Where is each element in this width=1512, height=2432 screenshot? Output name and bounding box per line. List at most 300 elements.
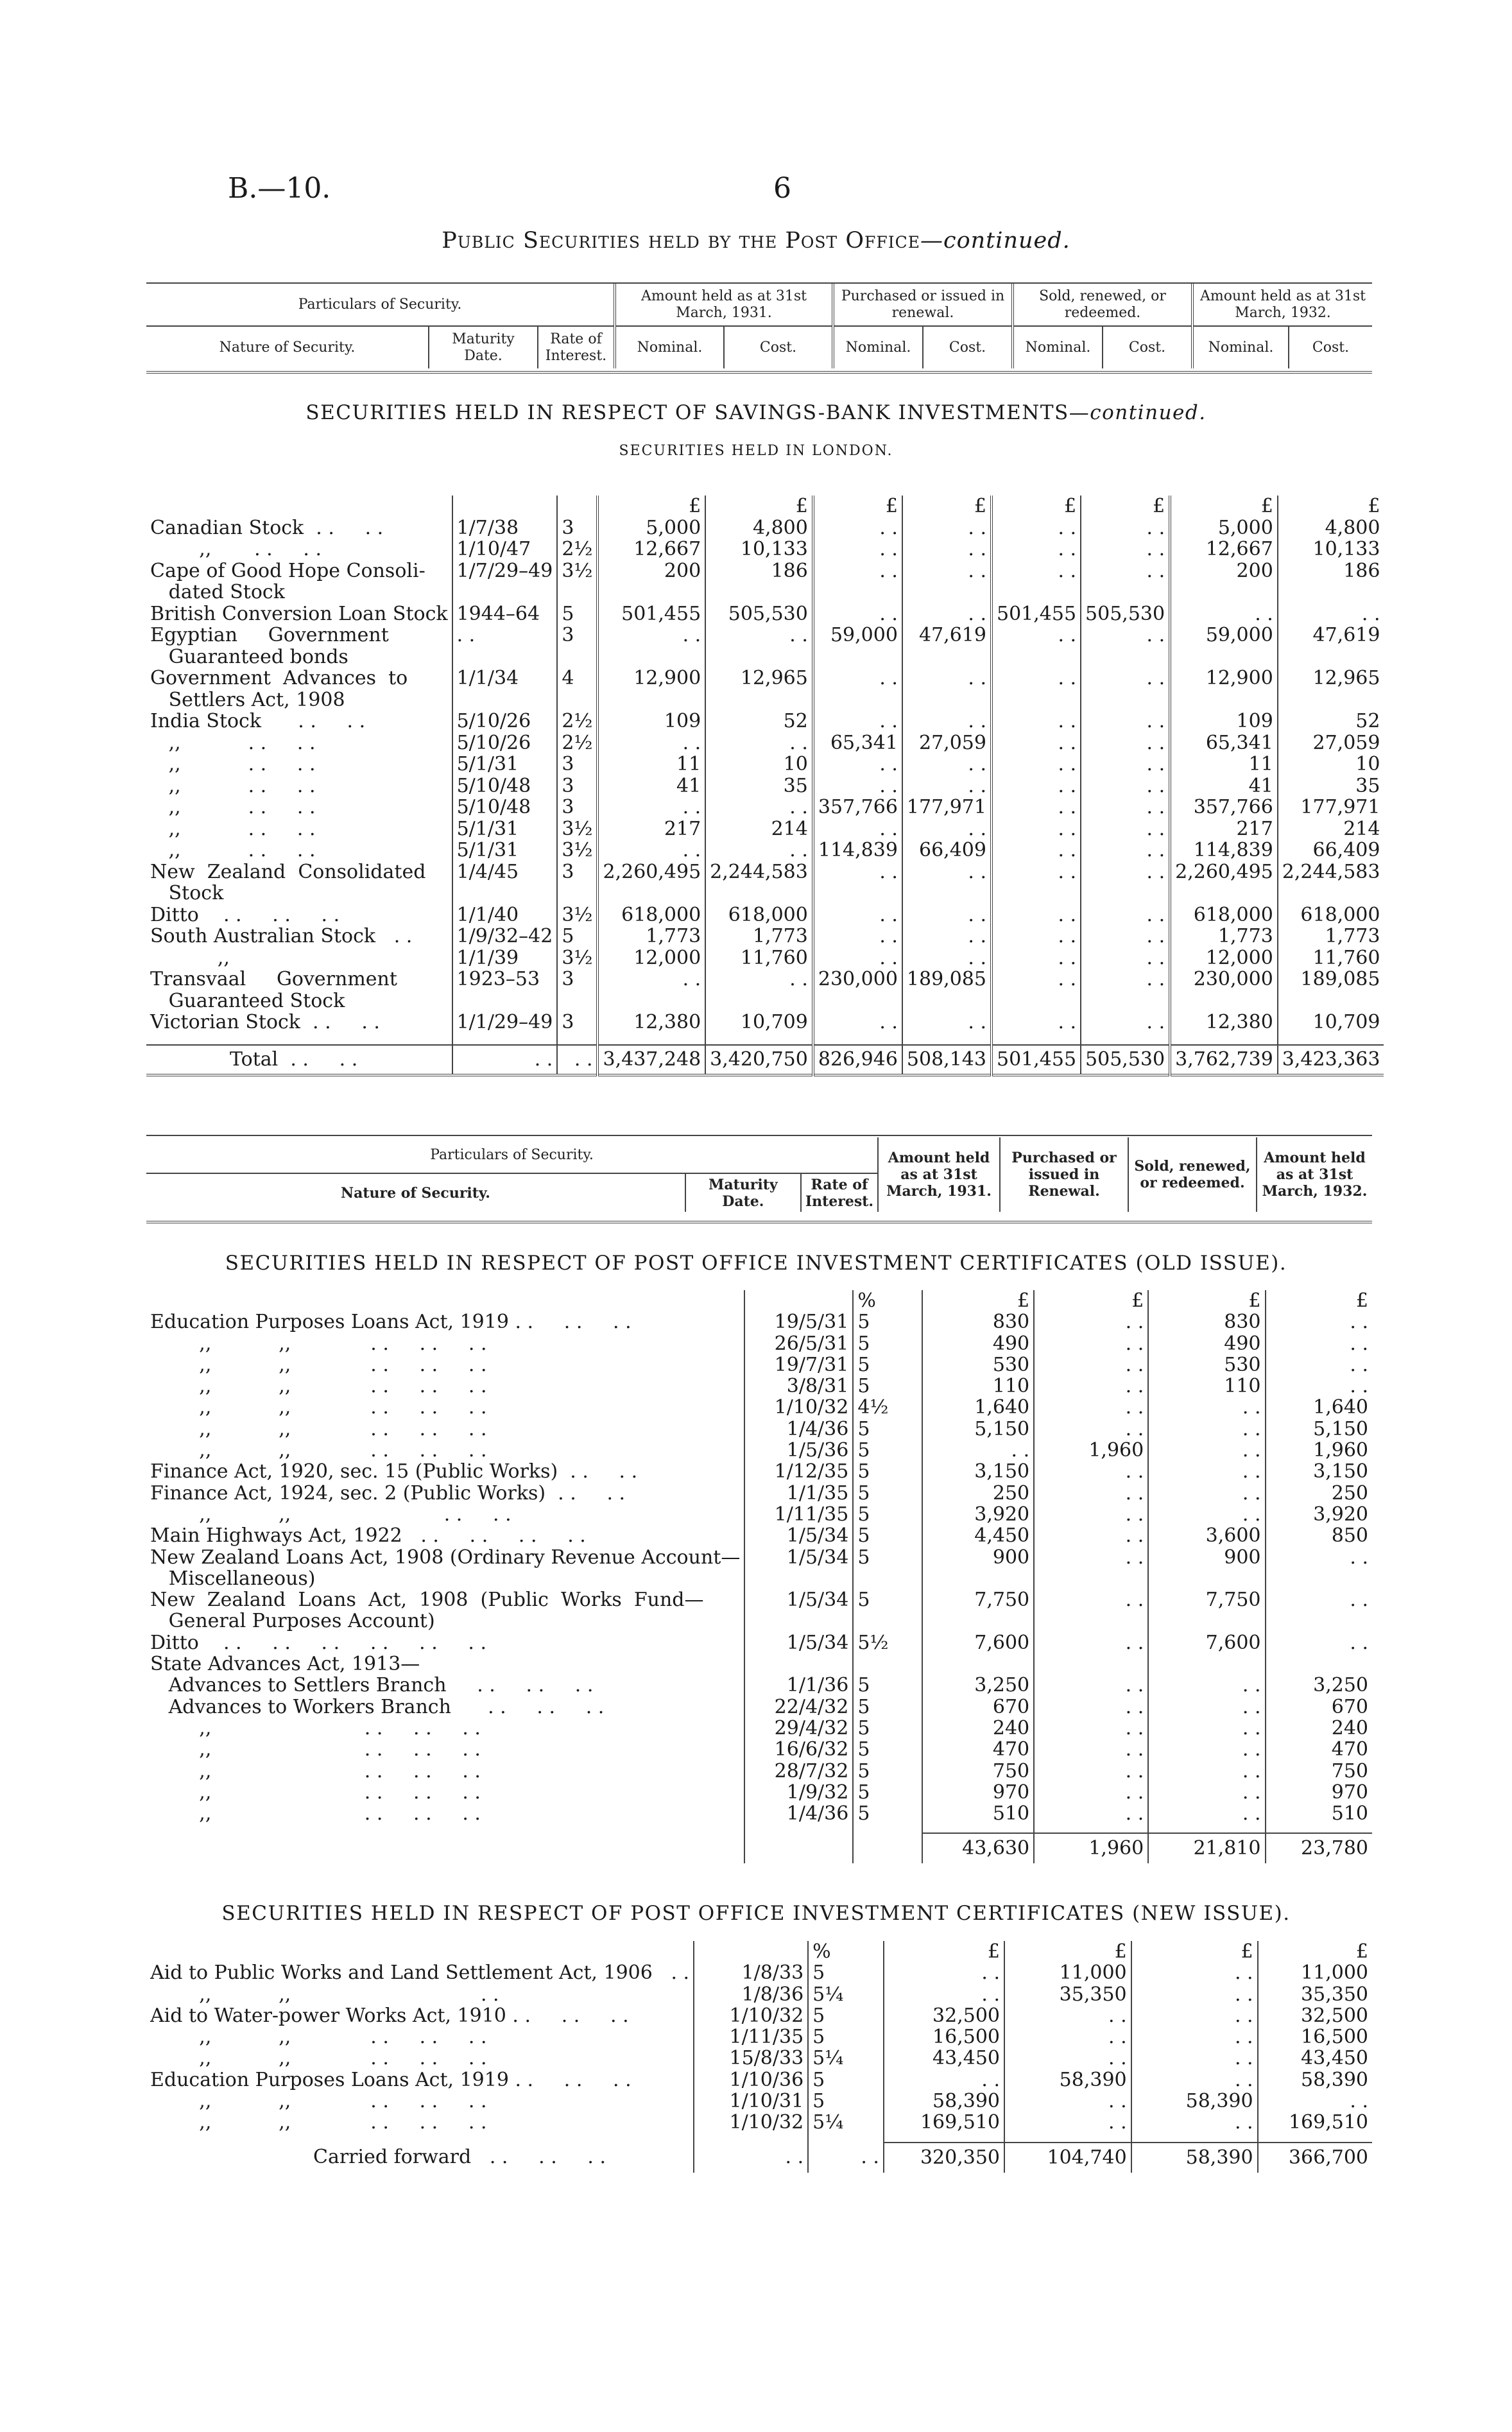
cell-nature: ,, ,, . . . . . . <box>150 1396 487 1419</box>
cell-h32: 1,960 <box>1266 1440 1372 1461</box>
spacer-cell <box>902 1033 992 1045</box>
cell-n31: . . <box>597 625 705 646</box>
cell-c31: 618,000 <box>705 904 813 926</box>
cell-pn: . . <box>813 904 902 926</box>
cell-c31: 505,530 <box>705 603 813 625</box>
cell-h31: . . <box>884 1984 1004 2005</box>
cell-rate: 3 <box>557 517 597 539</box>
savings-bank-section-title-suffix: —continued. <box>1069 401 1207 424</box>
cell-c32: 186 <box>1278 560 1384 582</box>
cell-h32: 58,390 <box>1258 2069 1372 2091</box>
cell-c32: 10,709 <box>1278 1012 1384 1033</box>
table2-nature-header: Nature of Security. <box>146 1173 685 1212</box>
cell-sn <box>992 582 1081 603</box>
cell-h32: 43,450 <box>1258 2048 1372 2069</box>
cell-rate: 5 <box>808 2026 884 2048</box>
unit-cell: £ <box>1004 1941 1131 1962</box>
cell-h32: 670 <box>1266 1696 1372 1718</box>
total-maturity: . . <box>452 1045 558 1075</box>
cell-sn: . . <box>992 861 1081 883</box>
unit-cell: % <box>808 1941 884 1962</box>
cell-nature: ,, . . . . . . <box>150 1802 481 1825</box>
cell-n31: . . <box>597 797 705 818</box>
cell-c31: 11,760 <box>705 947 813 969</box>
cell-sold <box>1148 1653 1265 1675</box>
table-row <box>146 539 1384 560</box>
cell-maturity: 1/9/32 <box>744 1782 853 1803</box>
table-row <box>146 861 1384 883</box>
cell-h32: 3,150 <box>1266 1461 1372 1482</box>
cell-n31: 200 <box>597 560 705 582</box>
cell-maturity: 1/7/29–49 <box>452 560 558 582</box>
table-row <box>146 840 1384 861</box>
spacer-cell <box>597 1033 705 1045</box>
cell-sn: 501,455 <box>992 603 1081 625</box>
cell-c32 <box>1278 883 1384 904</box>
cell-maturity: 1/5/36 <box>744 1440 853 1461</box>
cell-nature: Settlers Act, 1908 <box>150 688 345 711</box>
cell-pur: . . <box>1034 1739 1148 1760</box>
spacer-cell <box>922 1824 1034 1833</box>
cell-maturity: 1923–53 <box>452 969 558 990</box>
spacer-cell <box>1170 1033 1278 1045</box>
cell-nature: ,, . . . . <box>150 753 316 775</box>
cell-pc: . . <box>902 517 992 539</box>
cell-sc: 505,530 <box>1081 603 1170 625</box>
cell-pc: . . <box>902 603 992 625</box>
cell-pur: . . <box>1034 1589 1148 1610</box>
cell-sold: 3,600 <box>1148 1525 1265 1546</box>
cell-maturity: 1/5/34 <box>744 1525 853 1546</box>
cell-sc: . . <box>1081 732 1170 754</box>
table-row <box>146 818 1384 840</box>
cell-maturity: 1/8/33 <box>694 1962 808 1983</box>
cell-nature: Aid to Public Works and Land Settlement Act, 1906 . . <box>150 1962 690 1985</box>
total-pur: 1,960 <box>1034 1833 1148 1863</box>
total-rate: . . <box>808 2143 884 2173</box>
cell-nature: ,, . . . . . . <box>150 1738 481 1761</box>
cell-h31: 830 <box>922 1311 1034 1332</box>
cell-rate: 5 <box>557 603 597 625</box>
cell-sn <box>992 689 1081 711</box>
table-row <box>146 1675 1372 1696</box>
currency-cell <box>146 496 452 517</box>
cell-nature: New Zealand Consolidated <box>150 860 426 883</box>
cell-c31 <box>705 883 813 904</box>
table-row <box>146 1739 1372 1760</box>
cell-h31: 5,150 <box>922 1419 1034 1440</box>
cell-h31: 3,250 <box>922 1675 1034 1696</box>
cell-nature: New Zealand Loans Act, 1908 (Public Works Fund— <box>150 1589 704 1612</box>
cell-maturity: 1/1/34 <box>452 668 558 689</box>
cell-nature: dated Stock <box>150 581 285 603</box>
cell-pc: 47,619 <box>902 625 992 646</box>
cell-h31: 58,390 <box>884 2091 1004 2112</box>
cell-maturity: 1/10/32 <box>694 2112 808 2133</box>
total-label: Total . . . . <box>230 1048 358 1071</box>
currency-row <box>146 496 1384 517</box>
cell-nature: New Zealand Loans Act, 1908 (Ordinary Revenue Account— <box>150 1546 741 1569</box>
cell-sold: . . <box>1148 1461 1265 1482</box>
cell-pn <box>813 689 902 711</box>
cell-maturity: 1/5/34 <box>744 1589 853 1610</box>
cell-rate: 3½ <box>557 904 597 926</box>
cell-nature: ,, ,, . . . . . . <box>150 2111 487 2134</box>
cell-c32 <box>1278 990 1384 1012</box>
cell-h31: 240 <box>922 1718 1034 1739</box>
cell-sc <box>1081 990 1170 1012</box>
cell-sc: . . <box>1081 1012 1170 1033</box>
spacer-cell <box>1034 1824 1148 1833</box>
total-row <box>146 1045 1384 1075</box>
cell-c31 <box>705 689 813 711</box>
unit-cell: % <box>853 1290 922 1311</box>
cell-maturity: 1/1/39 <box>452 947 558 969</box>
cell-pc: . . <box>902 775 992 797</box>
cell-sold: . . <box>1131 1962 1258 1983</box>
cell-rate: 3 <box>557 625 597 646</box>
cell-pur: 58,390 <box>1004 2069 1131 2091</box>
cell-n31: . . <box>597 969 705 990</box>
spacer-cell <box>1278 1033 1384 1045</box>
total-h32: 366,700 <box>1258 2143 1372 2173</box>
cell-sc: . . <box>1081 754 1170 775</box>
cell-sc: . . <box>1081 926 1170 947</box>
cell-sc: . . <box>1081 840 1170 861</box>
cell-nature: Guaranteed bonds <box>150 645 348 668</box>
cell-c32: 618,000 <box>1278 904 1384 926</box>
spacer-cell <box>808 2134 884 2143</box>
sold-header: Sold, renewed, or redeemed. <box>1013 284 1192 326</box>
cell-nature: India Stock . . . . <box>150 710 366 732</box>
spacer-cell <box>1258 2134 1372 2143</box>
cell-c32: 11,760 <box>1278 947 1384 969</box>
table-row <box>146 1483 1372 1504</box>
cell-n31 <box>597 582 705 603</box>
cell-c32 <box>1278 689 1384 711</box>
cell-rate: 5 <box>853 1803 922 1824</box>
cell-maturity: 1/10/31 <box>694 2091 808 2112</box>
cell-rate: 3 <box>557 861 597 883</box>
cell-h32: . . <box>1266 1547 1372 1568</box>
cell-nature: ,, . . . . <box>150 839 316 861</box>
cell-pc: 27,059 <box>902 732 992 754</box>
cell-c32: 2,244,583 <box>1278 861 1384 883</box>
cell-sn: . . <box>992 1012 1081 1033</box>
cell-pn: . . <box>813 754 902 775</box>
cell-maturity: 1/10/32 <box>744 1397 853 1418</box>
cell-sc: . . <box>1081 969 1170 990</box>
cell-n31: 11 <box>597 754 705 775</box>
nominal-purchased-header: Nominal. <box>833 326 923 368</box>
cell-c32: 10,133 <box>1278 539 1384 560</box>
cell-h31: 670 <box>922 1696 1034 1718</box>
cell-maturity: 1/5/34 <box>744 1547 853 1568</box>
cell-sold: . . <box>1131 2112 1258 2133</box>
total-pn: 826,946 <box>813 1045 902 1075</box>
table-row <box>146 1311 1372 1332</box>
cell-sc: . . <box>1081 818 1170 840</box>
cell-c31: 10,709 <box>705 1012 813 1033</box>
cell-nature: Guaranteed Stock <box>150 989 345 1012</box>
cell-nature: Education Purposes Loans Act, 1919 . . . . . . <box>150 1311 631 1334</box>
table-row <box>146 2005 1372 2026</box>
cell-c31: 214 <box>705 818 813 840</box>
unit-cell: £ <box>1258 1941 1372 1962</box>
savings-bank-section-title <box>0 401 1512 424</box>
table-row <box>146 1962 1372 1983</box>
cell-sc: . . <box>1081 668 1170 689</box>
cell-rate: 3 <box>557 754 597 775</box>
cell-sn <box>992 883 1081 904</box>
cell-rate: 5 <box>808 2091 884 2112</box>
held-1931-header: Amount held as at 31st March, 1931. <box>615 284 833 326</box>
cell-pn <box>813 582 902 603</box>
currency-cell: £ <box>992 496 1081 517</box>
cell-n32: 65,341 <box>1170 732 1278 754</box>
cell-h32: 970 <box>1266 1782 1372 1803</box>
cell-sc: . . <box>1081 904 1170 926</box>
cell-n31: 12,900 <box>597 668 705 689</box>
cell-c31: 4,800 <box>705 517 813 539</box>
cell-rate: 5 <box>853 1525 922 1546</box>
cell-rate: 5¼ <box>808 2048 884 2069</box>
total-n31: 3,437,248 <box>597 1045 705 1075</box>
table-row <box>146 1696 1372 1718</box>
cell-h31: 7,750 <box>922 1589 1034 1610</box>
cell-c32 <box>1278 582 1384 603</box>
cell-sn: . . <box>992 904 1081 926</box>
cell-pn: . . <box>813 861 902 883</box>
cell-c32: 27,059 <box>1278 732 1384 754</box>
cell-n31: 12,380 <box>597 1012 705 1033</box>
table2-held-1932-header: Amount held as at 31st March, 1932. <box>1257 1137 1372 1212</box>
table2-held-1931-header: Amount held as at 31st March, 1931. <box>878 1137 1000 1212</box>
table-row <box>146 990 1384 1012</box>
table-row <box>146 603 1384 625</box>
total-pc: 508,143 <box>902 1045 992 1075</box>
cell-sold <box>1148 1610 1265 1632</box>
cell-n31: 5,000 <box>597 517 705 539</box>
cell-pc: 177,971 <box>902 797 992 818</box>
cell-rate: 5 <box>808 2069 884 2091</box>
cell-pn: . . <box>813 517 902 539</box>
cell-c31: . . <box>705 840 813 861</box>
subtotal-row <box>146 1833 1372 1863</box>
cell-rate <box>557 689 597 711</box>
cell-maturity <box>452 582 558 603</box>
cell-nature: Cape of Good Hope Consoli- <box>150 559 425 582</box>
spacer-cell <box>1004 2134 1131 2143</box>
table-row <box>146 1568 1372 1589</box>
cell-nature: South Australian Stock . . <box>150 925 413 947</box>
cell-maturity: 1/4/36 <box>744 1803 853 1824</box>
cell-h31: 750 <box>922 1761 1034 1782</box>
cell-maturity: 1/1/40 <box>452 904 558 926</box>
cell-h32: 35,350 <box>1258 1984 1372 2005</box>
cell-n31: 618,000 <box>597 904 705 926</box>
cell-pn: . . <box>813 926 902 947</box>
table-row <box>146 1419 1372 1440</box>
cell-pn: . . <box>813 775 902 797</box>
cell-pn: 114,839 <box>813 840 902 861</box>
cell-n31: 1,773 <box>597 926 705 947</box>
cell-pur: . . <box>1034 1354 1148 1376</box>
cell-h31: 530 <box>922 1354 1034 1376</box>
spacer-cell <box>853 1824 922 1833</box>
cell-c32: 177,971 <box>1278 797 1384 818</box>
cell-c31: 12,965 <box>705 668 813 689</box>
table-row <box>146 668 1384 689</box>
cell-pur: . . <box>1034 1632 1148 1653</box>
table-row <box>146 2112 1372 2133</box>
cell-pn <box>813 990 902 1012</box>
cell-h31: 43,450 <box>884 2048 1004 2069</box>
cell-c32: 66,409 <box>1278 840 1384 861</box>
cell-pc: . . <box>902 861 992 883</box>
cell-nature: ,, . . . . <box>150 796 316 818</box>
cell-h32: 750 <box>1266 1761 1372 1782</box>
cell-n32: 217 <box>1170 818 1278 840</box>
cell-sn: . . <box>992 668 1081 689</box>
cell-pc: . . <box>902 904 992 926</box>
table-row <box>146 646 1384 668</box>
purchased-header: Purchased or issued in renewal. <box>833 284 1013 326</box>
cell-maturity: 5/10/48 <box>452 775 558 797</box>
table-row <box>146 1632 1372 1653</box>
spacer-row <box>146 2134 1372 2143</box>
cell-c32 <box>1278 646 1384 668</box>
cell-pc: 66,409 <box>902 840 992 861</box>
cell-rate <box>557 646 597 668</box>
cell-n31: . . <box>597 732 705 754</box>
cell-c32: 10 <box>1278 754 1384 775</box>
cell-nature: Stock <box>150 882 224 904</box>
cell-pur: . . <box>1034 1696 1148 1718</box>
table-row <box>146 1440 1372 1461</box>
cell-c31: 2,244,583 <box>705 861 813 883</box>
cell-rate: 5 <box>853 1376 922 1397</box>
cell-h32: 240 <box>1266 1718 1372 1739</box>
cell-h32 <box>1266 1610 1372 1632</box>
cell-h31: 3,150 <box>922 1461 1034 1482</box>
cell-h32: . . <box>1266 1311 1372 1332</box>
cell-nature: ,, ,, . . . . . . <box>150 1417 487 1440</box>
cell-h31 <box>922 1568 1034 1589</box>
unit-cell: £ <box>1266 1290 1372 1311</box>
table1-header <box>146 284 1372 368</box>
table-row <box>146 1547 1372 1568</box>
spacer-cell <box>452 1033 558 1045</box>
cell-sold: . . <box>1148 1483 1265 1504</box>
spacer-cell <box>1081 1033 1170 1045</box>
unit-row <box>146 1941 1372 1962</box>
cell-rate: 5 <box>853 1354 922 1376</box>
cell-c31 <box>705 990 813 1012</box>
cell-sn: . . <box>992 818 1081 840</box>
table2-header-bottom-rule <box>146 1221 1372 1223</box>
cell-nature: Education Purposes Loans Act, 1919 . . . . . . <box>150 2068 631 2091</box>
cell-sold: . . <box>1131 2048 1258 2069</box>
cell-n32: . . <box>1170 603 1278 625</box>
table-row <box>146 732 1384 754</box>
table-row <box>146 582 1384 603</box>
spacer-cell <box>1148 1824 1265 1833</box>
total-maturity <box>744 1833 853 1863</box>
cell-pur: . . <box>1034 1333 1148 1354</box>
cell-sold: . . <box>1131 1984 1258 2005</box>
cell-maturity: 5/1/31 <box>452 840 558 861</box>
currency-cell: £ <box>1278 496 1384 517</box>
spacer-cell <box>884 2134 1004 2143</box>
particulars-of-security-header: Particulars of Security. <box>298 296 462 313</box>
cell-rate: 5 <box>853 1504 922 1525</box>
cell-maturity: 26/5/31 <box>744 1333 853 1354</box>
unit-cell <box>694 1941 808 1962</box>
table-row <box>146 625 1384 646</box>
total-c32: 3,423,363 <box>1278 1045 1384 1075</box>
cell-rate: 3 <box>557 969 597 990</box>
cell-maturity: 1/10/36 <box>694 2069 808 2091</box>
cell-nature: Government Advances to <box>150 667 408 689</box>
cell-sn: . . <box>992 625 1081 646</box>
table2-old-body <box>146 1290 1372 1863</box>
cell-c31: 52 <box>705 711 813 732</box>
cell-maturity: 22/4/32 <box>744 1696 853 1718</box>
cell-sold: 900 <box>1148 1547 1265 1568</box>
currency-cell <box>557 496 597 517</box>
table-row <box>146 1589 1372 1610</box>
cell-sc: . . <box>1081 517 1170 539</box>
spacer-cell <box>813 1033 902 1045</box>
spacer-row <box>146 1033 1384 1045</box>
cell-sold: . . <box>1148 1739 1265 1760</box>
total-h32: 23,780 <box>1266 1833 1372 1863</box>
cell-sc <box>1081 582 1170 603</box>
cell-nature: Ditto . . . . . . . . . . . . <box>150 1631 487 1654</box>
cell-rate: 3½ <box>557 560 597 582</box>
cell-sold: . . <box>1148 1440 1265 1461</box>
table2-purchased-header: Purchased or issued in Renewal. <box>1000 1137 1128 1212</box>
cell-maturity: 19/5/31 <box>744 1311 853 1332</box>
table-row <box>146 1504 1372 1525</box>
cell-nature: ,, ,, . . . . . . <box>150 2026 487 2049</box>
cell-n32: 41 <box>1170 775 1278 797</box>
cell-pur: . . <box>1004 2091 1131 2112</box>
cell-maturity: 1/8/36 <box>694 1984 808 2005</box>
cell-h32: . . <box>1266 1376 1372 1397</box>
cell-pc: . . <box>902 926 992 947</box>
cell-rate: 5 <box>853 1589 922 1610</box>
cell-pur: . . <box>1004 2026 1131 2048</box>
cell-nature: ,, ,, . . . . <box>150 1503 511 1526</box>
cell-c31 <box>705 646 813 668</box>
cell-pn: . . <box>813 818 902 840</box>
page-title <box>0 228 1512 254</box>
cell-sold: 110 <box>1148 1376 1265 1397</box>
cell-maturity: 5/10/48 <box>452 797 558 818</box>
cell-h31: 470 <box>922 1739 1034 1760</box>
cell-rate: 4½ <box>853 1397 922 1418</box>
spacer-cell <box>1131 2134 1258 2143</box>
rate-of-interest-header: Rate of Interest. <box>538 326 615 368</box>
cell-pur <box>1034 1568 1148 1589</box>
cell-maturity <box>452 883 558 904</box>
unit-cell <box>146 1290 744 1311</box>
unit-cell <box>744 1290 853 1311</box>
cell-pn: 65,341 <box>813 732 902 754</box>
total-n32: 3,762,739 <box>1170 1045 1278 1075</box>
